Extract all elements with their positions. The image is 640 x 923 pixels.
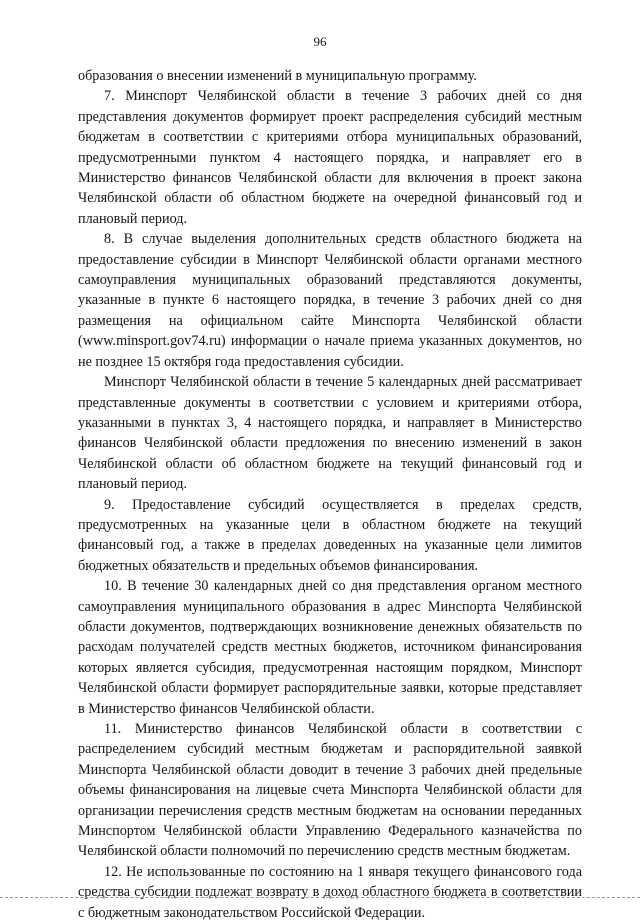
paragraph-continuation: образования о внесении изменений в муниципальную программу. [78, 68, 477, 84]
paragraph-9: 9. Предоставление субсидий осуществляется в пределах средств, предусмотренных на указанные цели в областном бюджете на текущий финансовый год, а также в пределах доведенных на указанные цели лимитов бюджетных обязательств и предельных объемов финансирования. [78, 496, 582, 574]
paragraph-10: 10. В течение 30 календарных дней со дня представления органом местного самоуправления муниципального образования в адрес Минспорта Челябинской области документов, подтверждающих возникновение денежных обязательств по расходам получателей средств местных бюджетов, источником финансирования которых является субсидия, предусмотренная настоящим порядком, Минспорт Челябинской области формирует распорядительные заявки, которые представляет в Министерство финансов Челябинской области. [78, 578, 582, 717]
page-number: 96 [313, 34, 327, 49]
document-body [78, 66, 582, 923]
paragraph-7: 7. Минспорт Челябинской области в течение 3 рабочих дней со дня представления документов формирует проект распределения субсидий местным бюджетам в соответствии с критериями отбора муниципальных образований, предусмотренными пунктом 4 настоящего порядка, и направляет его в Министерство финансов Челябинской области для включения в проект закона Челябинской области об областном бюджете на очередной финансовый год и плановый период. [78, 88, 582, 227]
paragraph-11: 11. Министерство финансов Челябинской области в соответствии с распределением субсидий местным бюджетам и распорядительной заявкой Минспорта Челябинской области доводит в течение 3 рабочих дней предельные объемы финансирования на лицевые счета Минспорта Челябинской области для организации перечисления средств местным бюджетам на основании переданных Минспортом Челябинской области Управлению Федерального казначейства по Челябинской области полномочий по перечислению средств местным бюджетам. [78, 721, 582, 860]
paragraph-8: 8. В случае выделения дополнительных средств областного бюджета на предоставление субсидии в Минспорт Челябинской области органами местного самоуправления муниципальных образований представляются документы, указанные в пункте 6 настоящего порядка, в течение 3 рабочих дней со дня размещения на официальном сайте Минспорта Челябинской области (www.minsport.gov74.ru) информации о начале приема указанных документов, но не позднее 15 октября года предоставления субсидии. [78, 231, 582, 370]
paragraph-12: 12. Не использованные по состоянию на 1 января текущего финансового года средства субсидии подлежат возврату в доход областного бюджета в соответствии с бюджетным законодательством Российской Федерации. [78, 863, 582, 921]
scan-bottom-edge [0, 897, 640, 898]
paragraph-8-review: Минспорт Челябинской области в течение 5 календарных дней рассматривает представленные документы в соответствии с условием и критериями отбора, указанными в пунктах 3, 4 настоящего порядка, и направляет в Министерство финансов Челябинской области предложения по внесению изменений в закон Челябинской области об областном бюджете на текущий финансовый год и плановый период. [78, 374, 582, 493]
